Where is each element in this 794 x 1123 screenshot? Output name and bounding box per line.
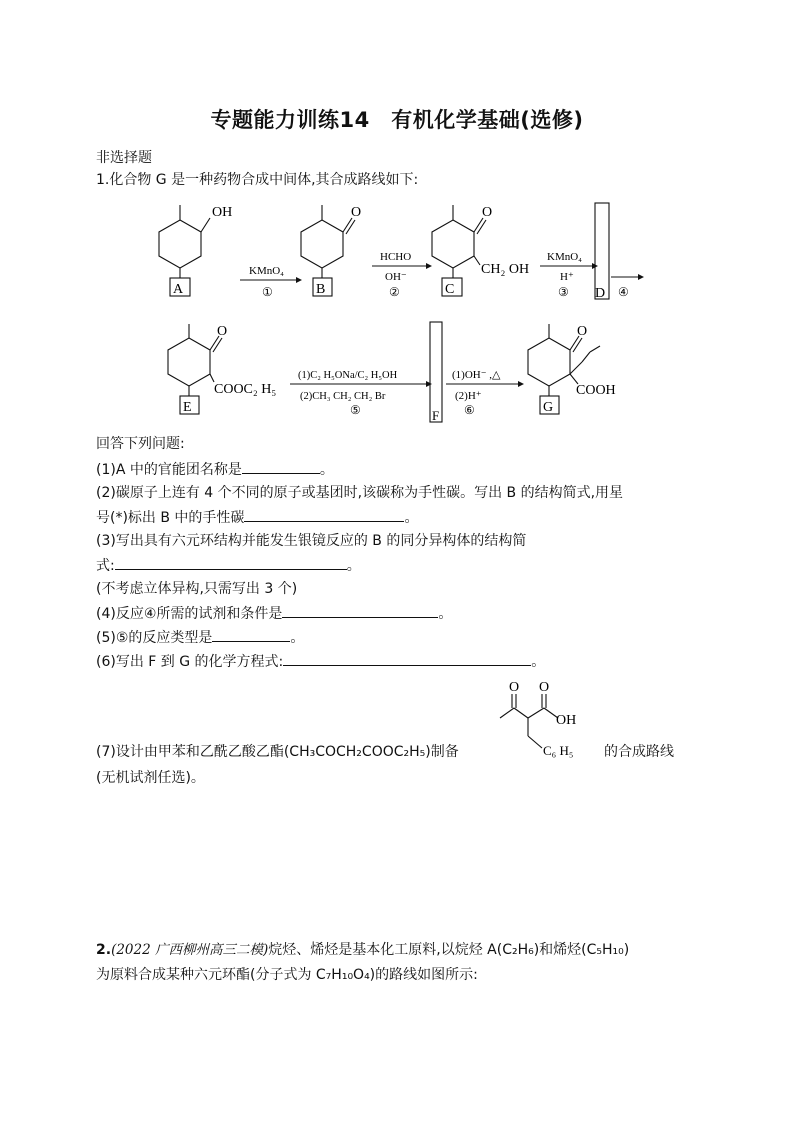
molecule-a [159, 205, 210, 278]
answer-blank-6[interactable] [283, 651, 531, 666]
label-g: G [543, 400, 554, 415]
synthesis-scheme [0, 192, 794, 428]
r2-step: ② [389, 285, 400, 299]
answer-blank-4[interactable] [282, 603, 438, 618]
label-e: E [183, 400, 192, 415]
group-o-e: O [217, 324, 228, 339]
r5-step: ⑤ [350, 403, 361, 417]
group-ch2oh: CH₂ OH [481, 262, 530, 277]
answer-blank-1[interactable] [242, 459, 320, 474]
label-d: D [595, 286, 606, 301]
q1-sub5: (5)⑤的反应类型是 。 [96, 627, 304, 648]
q1-sub7-tail: 的合成路线 [604, 744, 674, 760]
answer-blank-5[interactable] [212, 627, 290, 642]
group-cooc2h5: COOC₂ H₅ [214, 382, 277, 397]
r1-step: ① [262, 285, 273, 299]
q2-line2: 为原料合成某种六元环酯(分子式为 C₇H₁₀O₄)的路线如图所示: [96, 967, 478, 983]
answer-blank-3[interactable] [115, 555, 347, 570]
q1-sub2-line1: (2)碳原子上连有 4 个不同的原子或基团时,该碳称为手性碳。写出 B 的结构简式,用星 [96, 485, 624, 501]
r6-condition: (2)H⁺ [455, 390, 482, 402]
q1-sub6: (6)写出 F 到 G 的化学方程式: 。 [96, 651, 545, 672]
q1-sub4: (4)反应④所需的试剂和条件是 。 [96, 603, 452, 624]
r1-reagent: KMnO₄ [249, 265, 285, 277]
target-molecule [490, 676, 610, 772]
label-c: C [445, 282, 455, 297]
section-heading: 非选择题 [96, 150, 152, 166]
r2-reagent: HCHO [380, 251, 412, 263]
r3-reagent: KMnO₄ [547, 251, 583, 263]
group-o-b: O [351, 205, 362, 220]
target-o2: O [539, 680, 550, 695]
q1-prompt: 回答下列问题: [96, 436, 185, 452]
r5-condition: (2)CH₃ CH₂ CH₂ Br [300, 391, 386, 402]
group-o-g: O [577, 324, 588, 339]
r6-step: ⑥ [464, 403, 475, 417]
answer-blank-2[interactable] [244, 507, 404, 522]
r2-condition: OH⁻ [385, 271, 407, 283]
q2-source: (2022 广西柳州高三二模) [111, 942, 269, 958]
q1-intro: 1.化合物 G 是一种药物合成中间体,其合成路线如下: [96, 172, 419, 188]
label-b: B [316, 282, 326, 297]
q1-sub3-line1: (3)写出具有六元环结构并能发生银镜反应的 B 的同分异构体的结构简 [96, 533, 527, 549]
label-box-f [430, 322, 442, 422]
r3-condition: H⁺ [560, 271, 574, 283]
group-o-c: O [482, 205, 493, 220]
label-a: A [173, 282, 184, 297]
molecule-c [432, 205, 486, 278]
target-o1: O [509, 680, 520, 695]
q1-sub2-line2: 号(*)标出 B 中的手性碳 。 [96, 507, 418, 528]
r3-step: ③ [558, 285, 569, 299]
page-title: 专题能力训练14 有机化学基础(选修) [210, 108, 584, 132]
label-f: F [432, 408, 440, 423]
q1-sub3-line2: 式: 。 [96, 555, 361, 576]
group-cooh: COOH [576, 383, 616, 398]
q1-sub1-text: (1)A 中的官能团名称是 [96, 462, 242, 478]
q2-line1: 2.(2022 广西柳州高三二模)烷烃、烯烃是基本化工原料,以烷烃 A(C₂H₆)和烯烃(C₅H₁₀) [96, 942, 630, 958]
label-box-d [595, 203, 609, 299]
q1-sub7-line1: (7)设计由甲苯和乙酰乙酸乙酯(CH₃COCH₂COOC₂H₅)制备 [96, 744, 459, 760]
molecule-b [301, 205, 355, 278]
target-oh: OH [556, 713, 577, 728]
group-oh: OH [212, 205, 233, 220]
r4-step: ④ [618, 285, 629, 299]
q1-sub7-line2: (无机试剂任选)。 [96, 770, 205, 786]
r5-reagent: (1)C₂ H₅ONa/C₂ H₅OH [298, 370, 398, 381]
target-c6h5: C₆ H₅ [543, 743, 574, 758]
r6-reagent: (1)OH⁻ ,△ [452, 369, 501, 381]
q1-sub3-note: (不考虑立体异构,只需写出 3 个) [96, 581, 298, 597]
q1-sub1: (1)A 中的官能团名称是 。 [96, 459, 334, 480]
